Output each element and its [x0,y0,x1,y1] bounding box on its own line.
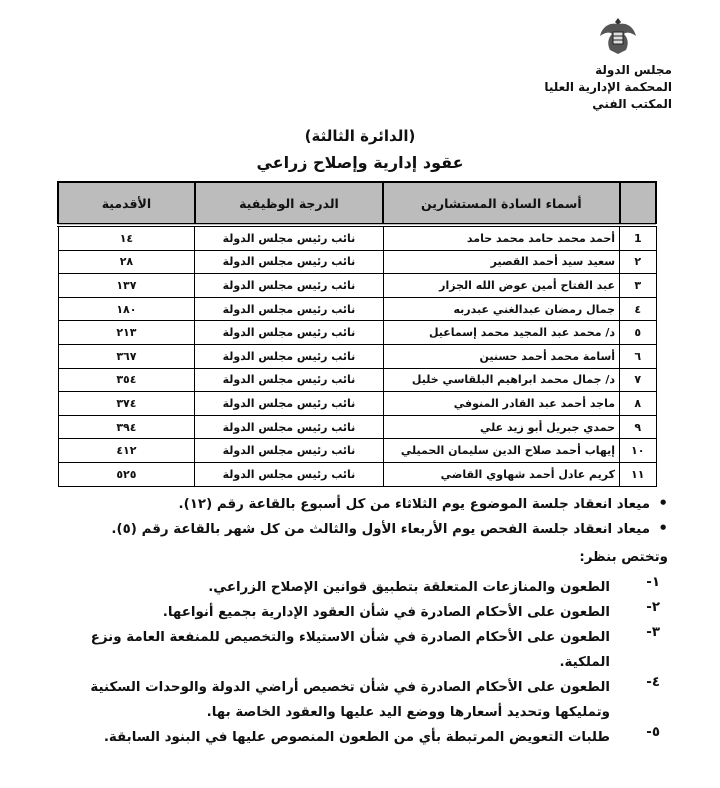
row-seniority: ٢١٣ [58,321,195,345]
list-item [58,725,668,750]
item-text: الطعون على الأحكام الصادرة في شأن الاستيلاء والتخصيص للمنفعة العامة ونزع الملكية. [90,630,610,670]
table-row [58,250,656,274]
row-number: ٤ [620,297,656,321]
item-number: ٥- [646,725,660,740]
row-name: ماجد أحمد عبد القادر المنوفي [383,392,619,416]
letterhead-line-court: المحكمة الإدارية العليا [544,80,672,94]
session-bullet [58,519,668,544]
item-text: الطعون والمنازعات المتعلقة بتطبيق قوانين الإصلاح الزراعي. [208,580,610,595]
row-seniority: ٣٥٤ [58,368,195,392]
item-number: ٢- [646,600,660,615]
row-grade: نائب رئيس مجلس الدولة [195,368,383,392]
item-number: ٤- [646,675,660,690]
row-number: ٧ [620,368,656,392]
item-number: ١- [646,575,660,590]
row-name: سعيد سيد أحمد القصير [383,250,619,274]
bullet-icon: • [658,519,668,537]
header-grade: الدرجة الوظيفية [195,182,383,225]
row-grade: نائب رئيس مجلس الدولة [195,297,383,321]
row-number: ٣ [620,274,656,298]
bullet-text: ميعاد انعقاد جلسة الفحص يوم الأربعاء الأول والثالث من كل شهر بالقاعة رقم (٥). [111,522,650,537]
table-row [58,274,656,298]
item-text: الطعون على الأحكام الصادرة في شأن تخصيص أراضي الدولة والوحدات السكنية وتمليكها وتحديد أسعارها ووضع اليد عليها والعقود الخاصة بها. [90,680,610,720]
item-text: الطعون على الأحكام الصادرة في شأن العقود الإدارية بجميع أنواعها. [162,605,610,620]
list-item [58,675,668,725]
row-grade: نائب رئيس مجلس الدولة [195,392,383,416]
row-number: ٦ [620,344,656,368]
row-grade: نائب رئيس مجلس الدولة [195,439,383,463]
header-seniority: الأقدمية [58,182,195,225]
row-number: ١٠ [620,439,656,463]
row-name: أحمد محمد حامد محمد حامد [383,225,619,250]
table-row [58,297,656,321]
row-seniority: ٣٦٧ [58,344,195,368]
row-name: د/ جمال محمد ابراهيم البلقاسي خليل [383,368,619,392]
header-number [620,182,656,225]
row-seniority: ٢٨ [58,250,195,274]
subject-title: عقود إدارية وإصلاح زراعي [256,153,464,172]
row-grade: نائب رئيس مجلس الدولة [195,250,383,274]
row-grade: نائب رئيس مجلس الدولة [195,274,383,298]
letterhead [544,62,672,113]
bullet-text: ميعاد انعقاد جلسة الموضوع يوم الثلاثاء من كل أسبوع بالقاعة رقم (١٢). [178,497,650,512]
list-item [58,625,668,675]
table-row [58,439,656,463]
session-bullet [58,494,668,519]
eagle-emblem-icon [598,14,638,56]
row-name: جمال رمضان عبدالغني عبدربه [383,297,619,321]
letterhead-line-office: المكتب الفني [592,97,672,111]
row-number: ٩ [620,415,656,439]
row-number: 1 [620,225,656,250]
jurisdiction-section [58,494,668,750]
row-seniority: ١٣٧ [58,274,195,298]
row-seniority: ٣٧٤ [58,392,195,416]
row-name: إيهاب أحمد صلاح الدين سليمان الحميلي [383,439,619,463]
row-grade: نائب رئيس مجلس الدولة [195,321,383,345]
item-number: ٣- [646,625,660,640]
row-seniority: ٣٩٤ [58,415,195,439]
row-name: د/ محمد عبد المجيد محمد إسماعيل [383,321,619,345]
row-number: ٨ [620,392,656,416]
table-row [58,344,656,368]
row-number: ١١ [620,462,656,486]
table-row [58,392,656,416]
list-item [58,600,668,625]
row-seniority: ٥٢٥ [58,462,195,486]
jurisdiction-intro: وتختص بنظر: [579,550,668,565]
row-number: ٢ [620,250,656,274]
row-grade: نائب رئيس مجلس الدولة [195,225,383,250]
row-seniority: ١٤ [58,225,195,250]
item-text: طلبات التعويض المرتبطة بأي من الطعون المنصوص عليها في البنود السابقة. [103,730,610,745]
row-name: أسامة محمد أحمد حسنين [383,344,619,368]
row-seniority: ١٨٠ [58,297,195,321]
table-row [58,462,656,486]
table-row [58,321,656,345]
row-seniority: ٤١٢ [58,439,195,463]
list-item [58,575,668,600]
table-row [58,415,656,439]
letterhead-line-council: مجلس الدولة [595,63,672,77]
row-name: كريم عادل أحمد شهاوي القاضي [383,462,619,486]
counselors-table [57,181,657,487]
table-row [58,225,656,250]
row-grade: نائب رئيس مجلس الدولة [195,462,383,486]
row-grade: نائب رئيس مجلس الدولة [195,415,383,439]
circuit-title: (الدائرة الثالثة) [304,127,416,145]
table-row [58,368,656,392]
header-names: أسماء السادة المستشارين [383,182,619,225]
row-number: ٥ [620,321,656,345]
row-grade: نائب رئيس مجلس الدولة [195,344,383,368]
table-header-row [58,182,656,225]
row-name: عبد الفتاح أمين عوض الله الجزار [383,274,619,298]
bullet-icon: • [658,494,668,512]
row-name: حمدي جبريل أبو زيد علي [383,415,619,439]
